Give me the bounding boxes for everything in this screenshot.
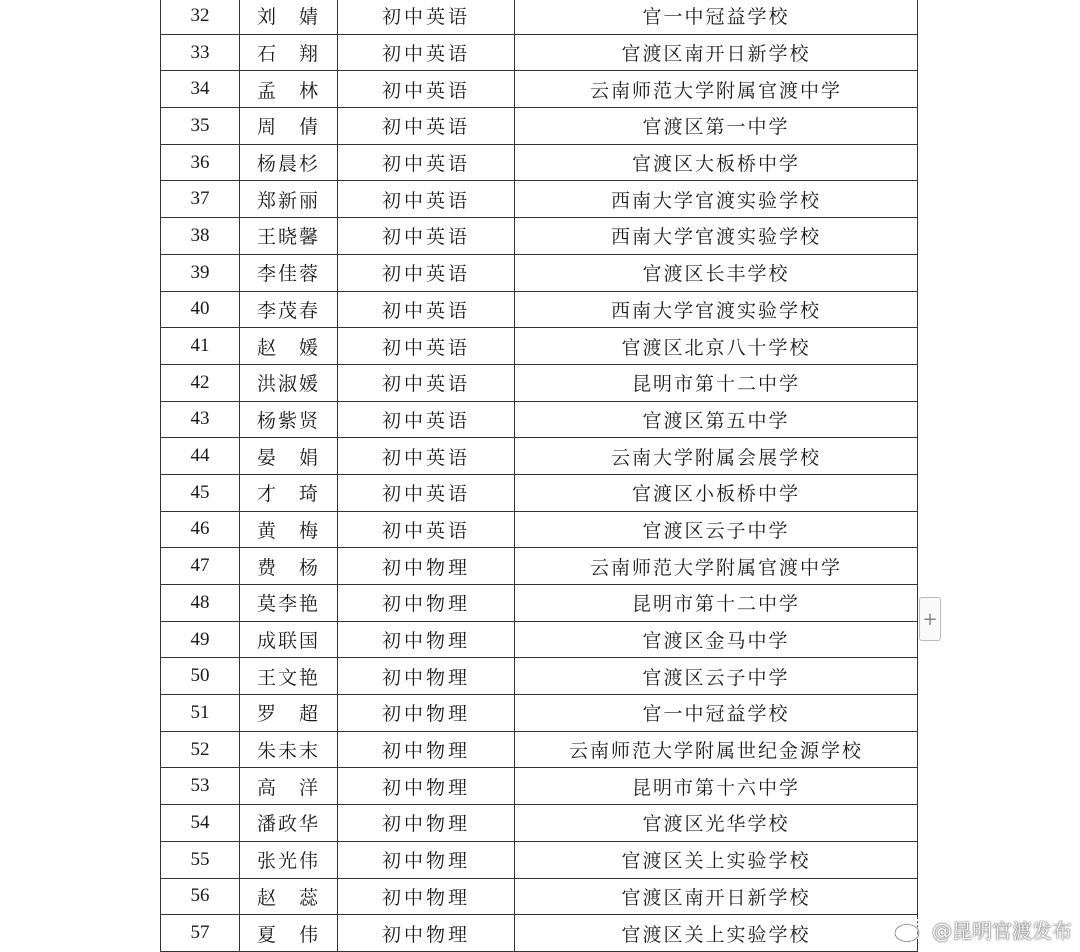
subject-cell: 初中物理 (338, 621, 515, 658)
name-cell: 高 洋 (240, 768, 338, 805)
row-number-cell: 45 (161, 474, 240, 511)
subject-cell: 初中英语 (338, 401, 515, 438)
subject-cell: 初中物理 (338, 841, 515, 878)
subject-cell: 初中英语 (338, 364, 515, 401)
school-cell: 西南大学官渡实验学校 (515, 218, 918, 255)
subject-cell: 初中英语 (338, 71, 515, 108)
name-cell: 潘政华 (240, 805, 338, 842)
subject-cell: 初中物理 (338, 878, 515, 915)
row-number-cell: 32 (161, 0, 240, 34)
table-row (161, 401, 918, 438)
subject-cell: 初中物理 (338, 915, 515, 952)
school-cell: 昆明市第十二中学 (515, 364, 918, 401)
school-cell: 昆明市第十二中学 (515, 585, 918, 622)
table-row (161, 768, 918, 805)
name-cell: 才 琦 (240, 474, 338, 511)
table-row (161, 548, 918, 585)
name-cell: 郑新丽 (240, 181, 338, 218)
name-cell: 罗 超 (240, 695, 338, 732)
school-cell: 官渡区北京八十学校 (515, 328, 918, 365)
table-row (161, 438, 918, 475)
table-row (161, 474, 918, 511)
subject-cell: 初中物理 (338, 731, 515, 768)
school-cell: 官渡区小板桥中学 (515, 474, 918, 511)
watermark (892, 915, 1072, 944)
school-cell: 官渡区关上实验学校 (515, 841, 918, 878)
name-cell: 刘 婧 (240, 0, 338, 34)
table-row (161, 218, 918, 255)
table-row (161, 695, 918, 732)
watermark-text: @昆明官渡发布 (932, 919, 1072, 943)
row-number-cell: 51 (161, 695, 240, 732)
table-row (161, 108, 918, 145)
subject-cell: 初中物理 (338, 585, 515, 622)
table-row (161, 658, 918, 695)
table-row (161, 915, 918, 952)
table-row (161, 841, 918, 878)
subject-cell: 初中英语 (338, 328, 515, 365)
school-cell: 官渡区光华学校 (515, 805, 918, 842)
name-cell: 成联国 (240, 621, 338, 658)
school-cell: 官渡区南开日新学校 (515, 878, 918, 915)
table-row (161, 291, 918, 328)
subject-cell: 初中英语 (338, 34, 515, 71)
school-cell: 官一中冠益学校 (515, 695, 918, 732)
name-cell: 杨紫贤 (240, 401, 338, 438)
row-number-cell: 34 (161, 71, 240, 108)
subject-cell: 初中物理 (338, 548, 515, 585)
expand-button[interactable] (919, 597, 941, 641)
subject-cell: 初中物理 (338, 658, 515, 695)
row-number-cell: 48 (161, 585, 240, 622)
school-cell: 官渡区金马中学 (515, 621, 918, 658)
name-cell: 杨晨杉 (240, 144, 338, 181)
row-number-cell: 38 (161, 218, 240, 255)
table-row (161, 805, 918, 842)
table-row (161, 0, 918, 34)
name-cell: 朱未末 (240, 731, 338, 768)
table-row (161, 71, 918, 108)
row-number-cell: 46 (161, 511, 240, 548)
table-row (161, 731, 918, 768)
school-cell: 云南大学附属会展学校 (515, 438, 918, 475)
row-number-cell: 56 (161, 878, 240, 915)
row-number-cell: 54 (161, 805, 240, 842)
row-number-cell: 57 (161, 915, 240, 952)
row-number-cell: 39 (161, 254, 240, 291)
name-cell: 黄 梅 (240, 511, 338, 548)
name-cell: 张光伟 (240, 841, 338, 878)
name-cell: 石 翔 (240, 34, 338, 71)
row-number-cell: 40 (161, 291, 240, 328)
row-number-cell: 35 (161, 108, 240, 145)
row-number-cell: 55 (161, 841, 240, 878)
name-cell: 王晓馨 (240, 218, 338, 255)
subject-cell: 初中英语 (338, 0, 515, 34)
school-cell: 西南大学官渡实验学校 (515, 291, 918, 328)
school-cell: 昆明市第十六中学 (515, 768, 918, 805)
name-cell: 周 倩 (240, 108, 338, 145)
table-row (161, 364, 918, 401)
school-cell: 官渡区大板桥中学 (515, 144, 918, 181)
table-row (161, 181, 918, 218)
school-cell: 云南师范大学附属官渡中学 (515, 71, 918, 108)
subject-cell: 初中英语 (338, 511, 515, 548)
subject-cell: 初中英语 (338, 438, 515, 475)
subject-cell: 初中英语 (338, 291, 515, 328)
subject-cell: 初中英语 (338, 108, 515, 145)
roster-table-body (161, 0, 918, 951)
subject-cell: 初中物理 (338, 805, 515, 842)
name-cell: 王文艳 (240, 658, 338, 695)
name-cell: 赵 蕊 (240, 878, 338, 915)
table-row (161, 511, 918, 548)
row-number-cell: 33 (161, 34, 240, 71)
roster-table (160, 0, 918, 952)
subject-cell: 初中物理 (338, 768, 515, 805)
subject-cell: 初中英语 (338, 144, 515, 181)
name-cell: 莫李艳 (240, 585, 338, 622)
school-cell: 官渡区云子中学 (515, 658, 918, 695)
row-number-cell: 53 (161, 768, 240, 805)
name-cell: 李佳蓉 (240, 254, 338, 291)
table-row (161, 34, 918, 71)
row-number-cell: 49 (161, 621, 240, 658)
school-cell: 官渡区第一中学 (515, 108, 918, 145)
school-cell: 官渡区关上实验学校 (515, 915, 918, 952)
row-number-cell: 47 (161, 548, 240, 585)
school-cell: 西南大学官渡实验学校 (515, 181, 918, 218)
table-row (161, 878, 918, 915)
row-number-cell: 41 (161, 328, 240, 365)
school-cell: 云南师范大学附属世纪金源学校 (515, 731, 918, 768)
row-number-cell: 37 (161, 181, 240, 218)
name-cell: 费 杨 (240, 548, 338, 585)
school-cell: 官渡区云子中学 (515, 511, 918, 548)
name-cell: 孟 林 (240, 71, 338, 108)
school-cell: 官一中冠益学校 (515, 0, 918, 34)
table-row (161, 585, 918, 622)
name-cell: 洪淑媛 (240, 364, 338, 401)
subject-cell: 初中物理 (338, 695, 515, 732)
subject-cell: 初中英语 (338, 254, 515, 291)
name-cell: 夏 伟 (240, 915, 338, 952)
name-cell: 晏 娟 (240, 438, 338, 475)
name-cell: 赵 媛 (240, 328, 338, 365)
row-number-cell: 42 (161, 364, 240, 401)
subject-cell: 初中英语 (338, 181, 515, 218)
school-cell: 官渡区第五中学 (515, 401, 918, 438)
table-row (161, 621, 918, 658)
name-cell: 李茂春 (240, 291, 338, 328)
row-number-cell: 36 (161, 144, 240, 181)
school-cell: 云南师范大学附属官渡中学 (515, 548, 918, 585)
row-number-cell: 43 (161, 401, 240, 438)
row-number-cell: 50 (161, 658, 240, 695)
school-cell: 官渡区南开日新学校 (515, 34, 918, 71)
subject-cell: 初中英语 (338, 218, 515, 255)
row-number-cell: 44 (161, 438, 240, 475)
school-cell: 官渡区长丰学校 (515, 254, 918, 291)
row-number-cell: 52 (161, 731, 240, 768)
table-row (161, 328, 918, 365)
weibo-logo-icon (892, 916, 928, 944)
table-row (161, 254, 918, 291)
plus-icon: + (922, 608, 938, 630)
table-row (161, 144, 918, 181)
subject-cell: 初中英语 (338, 474, 515, 511)
